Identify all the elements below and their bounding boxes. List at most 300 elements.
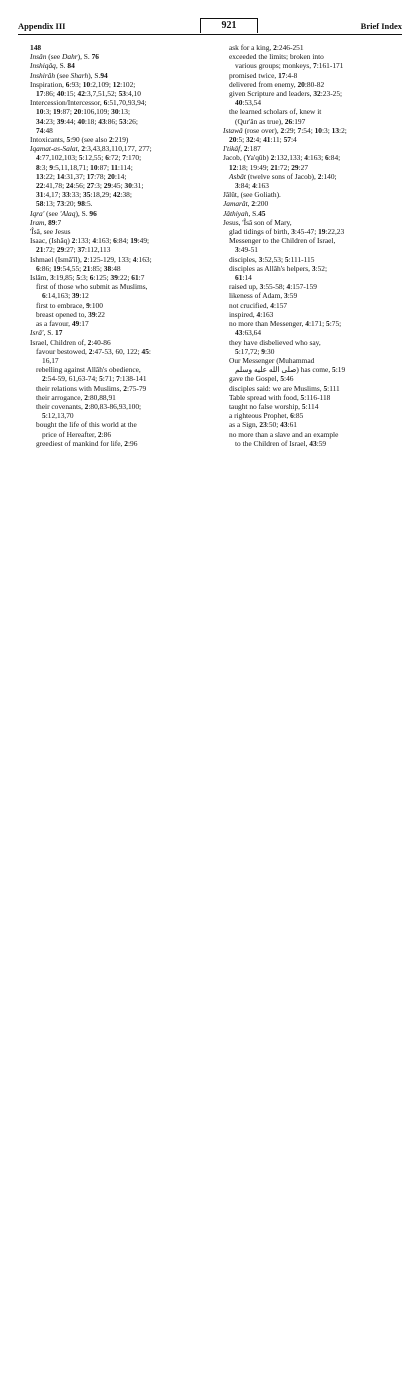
index-text: Asbât <box>229 171 246 181</box>
index-text: :19,85; <box>53 273 77 283</box>
index-line <box>223 245 403 254</box>
index-text: :3,7,51,52; <box>84 89 119 99</box>
index-text: favour bestowed, <box>36 346 89 356</box>
index-text: :53,54 <box>242 98 262 108</box>
index-text: :3; <box>39 162 50 172</box>
chapter-ref: 5 <box>76 273 81 283</box>
index-text: :133; <box>75 236 93 246</box>
index-text: :44; <box>64 116 78 126</box>
chapter-ref: 13 <box>331 125 340 135</box>
chapter-ref: 33 <box>62 190 70 200</box>
chapter-ref: 6 <box>290 411 294 421</box>
index-text: :22 <box>95 309 105 319</box>
chapter-ref: 9 <box>261 346 265 356</box>
index-text: :51,70,93,94; <box>107 98 147 108</box>
chapter-ref: 3 <box>311 263 316 273</box>
index-text: :80,83-86,93,100; <box>88 401 142 411</box>
index-text: inspired, <box>229 309 257 319</box>
index-text: they have disbelieved who say, <box>229 337 321 347</box>
index-line <box>223 227 403 236</box>
index-text: :72; <box>43 245 57 255</box>
index-line <box>223 117 403 126</box>
chapter-ref: 5 <box>42 411 46 421</box>
header-right-title: Brief Index <box>360 21 402 31</box>
chapter-ref: 10 <box>314 125 322 135</box>
chapter-ref: 49 <box>71 319 80 329</box>
index-text: , <box>247 199 252 209</box>
index-text: :93; <box>69 79 83 89</box>
index-text: :111-115 <box>288 254 315 264</box>
index-text: no more than Messenger, <box>229 319 306 329</box>
index-text: :114; <box>117 162 133 172</box>
index-text: :22,23 <box>325 227 345 237</box>
chapter-ref: 45 <box>258 208 266 218</box>
index-line <box>30 356 210 365</box>
index-text: their covenants, <box>36 401 85 411</box>
index-line <box>223 209 403 218</box>
index-line <box>223 264 403 273</box>
index-line <box>30 301 210 310</box>
index-text: :219) <box>112 135 129 145</box>
chapter-ref: 6 <box>113 236 117 246</box>
chapter-ref: 9 <box>86 300 90 310</box>
chapter-ref: 21 <box>270 162 278 172</box>
index-text: Inspiration, <box>30 79 66 89</box>
chapter-ref: 42 <box>113 190 121 200</box>
index-text: :86; <box>39 263 54 273</box>
index-text: Isaac, (Ishâq) <box>30 236 72 246</box>
chapter-ref: 4 <box>92 236 97 246</box>
chapter-ref: 19 <box>53 263 61 273</box>
page-number-box <box>200 18 258 33</box>
index-text: :84; <box>116 236 131 246</box>
index-line <box>30 291 210 300</box>
index-column-left <box>30 43 210 448</box>
index-text: a righteous Prophet, <box>229 411 291 421</box>
index-line <box>30 430 210 439</box>
index-text: :15; <box>64 89 78 99</box>
index-text: :29; <box>284 125 298 135</box>
index-line <box>223 420 403 429</box>
chapter-ref: 53 <box>119 116 127 126</box>
index-line <box>223 135 403 144</box>
index-text: , S. <box>55 61 68 71</box>
index-text: :63,64 <box>242 328 262 338</box>
index-text: :54-59, 61,63-74; <box>45 374 100 384</box>
index-line <box>30 135 210 144</box>
index-text: :17,72; <box>238 346 262 356</box>
index-text: :3,43,83,110,177, 277; <box>85 144 152 154</box>
chapter-ref: 61 <box>131 273 139 283</box>
chapter-ref: 5 <box>326 319 330 329</box>
index-text: :61 <box>287 420 297 430</box>
index-line <box>223 430 403 439</box>
index-text: صلى الله عليه وسلم <box>235 365 297 375</box>
index-text: :4 <box>290 135 297 145</box>
index-line <box>223 181 403 190</box>
index-text: ) has come, <box>296 365 333 375</box>
chapter-ref: 2 <box>109 135 113 145</box>
index-text: :90 (see also <box>70 135 110 145</box>
chapter-ref: 9 <box>49 162 54 172</box>
index-line <box>30 264 210 273</box>
index-line <box>30 282 210 291</box>
index-text: Intercession/Intercessor, <box>30 98 104 108</box>
chapter-ref: 32 <box>313 89 321 99</box>
index-text: :45-47; <box>294 227 319 237</box>
index-line <box>30 153 210 162</box>
index-line <box>30 439 210 448</box>
index-text: (see <box>55 70 71 80</box>
index-line <box>30 190 210 199</box>
index-line <box>223 365 403 374</box>
chapter-ref: 73 <box>56 199 65 209</box>
index-text: :75; <box>329 319 342 329</box>
chapter-ref: 40 <box>235 98 243 108</box>
chapter-ref: 5 <box>235 346 239 356</box>
index-line <box>30 117 210 126</box>
index-text: :7 <box>138 273 145 283</box>
chapter-ref: 8 <box>36 162 40 172</box>
index-text: :86; <box>43 89 57 99</box>
chapter-ref: 53 <box>118 89 126 99</box>
index-text: no more than a slave and an example <box>229 429 339 439</box>
index-text: :163; <box>307 153 326 163</box>
index-line <box>223 310 403 319</box>
index-text: first to embrace, <box>36 300 87 310</box>
chapter-ref: 3 <box>235 245 239 255</box>
index-text: :2,109; <box>90 79 113 89</box>
index-text: :5; <box>236 135 247 145</box>
index-line <box>30 273 210 282</box>
index-text: :7 <box>55 217 62 227</box>
index-line <box>223 190 403 199</box>
index-line <box>30 172 210 181</box>
index-text: Iqamat-as-Salat <box>30 144 78 154</box>
chapter-ref: 3 <box>259 282 264 292</box>
index-line <box>223 439 403 448</box>
index-text: :4; <box>253 135 264 145</box>
index-text: first of those who submit as Muslims, <box>36 282 148 292</box>
chapter-ref: 2 <box>71 236 76 246</box>
index-line <box>223 393 403 402</box>
index-text: Intoxicants, <box>30 135 67 145</box>
index-line <box>223 236 403 245</box>
index-line <box>223 255 403 264</box>
chapter-ref: 57 <box>283 135 291 145</box>
index-text: :54; <box>301 125 315 135</box>
index-text: :80,88,91 <box>87 392 116 402</box>
index-text: their arrogance, <box>36 392 85 402</box>
chapter-ref: 2 <box>87 337 92 347</box>
index-text: :171; <box>308 319 327 329</box>
index-text: disciples as Allâh's helpers, <box>229 263 312 273</box>
chapter-ref: 98 <box>77 199 85 209</box>
index-text: disciples, <box>229 254 259 264</box>
chapter-ref: 40 <box>56 89 65 99</box>
index-text: :4,10 <box>125 89 141 99</box>
index-line <box>223 71 403 80</box>
index-text: Islâm, <box>30 273 51 283</box>
chapter-ref: 19 <box>130 236 138 246</box>
index-line <box>30 181 210 190</box>
index-text: :163 <box>260 309 274 319</box>
index-text: :187 <box>247 144 261 154</box>
index-line <box>30 374 210 383</box>
index-text: :18,29; <box>90 190 114 200</box>
index-text: :59 <box>287 291 298 301</box>
index-text: :33; <box>69 190 84 200</box>
index-text: Messenger to the Children of Israel, <box>229 236 336 246</box>
chapter-ref: 5 <box>301 401 306 411</box>
index-text: :3; <box>43 107 54 117</box>
index-text: :78; <box>94 171 108 181</box>
chapter-ref: 39 <box>110 273 118 283</box>
index-line <box>223 402 403 411</box>
index-text: :17 <box>79 319 89 329</box>
page-number: 921 <box>221 20 237 31</box>
index-text: :200 <box>255 199 269 209</box>
index-line <box>30 227 210 236</box>
index-text: :12,13,70 <box>45 411 74 421</box>
index-line <box>30 144 210 153</box>
index-line <box>223 374 403 383</box>
index-line <box>30 52 210 61</box>
index-text: :157 <box>273 300 288 310</box>
index-text: Jacob, (Ya'qûb) <box>223 153 271 163</box>
chapter-ref: 43 <box>98 116 106 126</box>
index-text: exceeded the limits; broken into <box>229 52 324 62</box>
chapter-ref: 5 <box>323 383 328 393</box>
index-text: :140; <box>321 171 337 181</box>
index-text: rebelling against Allâh's obedience, <box>36 365 141 375</box>
index-text: ask for a king, <box>229 43 274 52</box>
index-line <box>223 319 403 328</box>
index-text: bought the life of this world at the <box>36 420 137 430</box>
index-text: :71; <box>102 374 117 384</box>
index-text: :13; <box>43 199 57 209</box>
index-text: :80-82 <box>304 79 325 89</box>
index-text: :163; <box>96 236 114 246</box>
chapter-ref: 20 <box>73 107 82 117</box>
index-text: the learned scholars of, knew it <box>229 107 322 117</box>
header-left-title: Appendix III <box>18 21 66 31</box>
chapter-ref: 2 <box>42 374 46 384</box>
index-text: :14,163; <box>45 291 72 301</box>
index-text: :77,102,103; <box>39 153 79 163</box>
index-text: :19 <box>335 365 346 375</box>
chapter-ref: 6 <box>36 263 40 273</box>
index-line <box>223 126 403 135</box>
index-text: :138-141 <box>119 374 147 384</box>
index-text: , <box>77 144 82 154</box>
chapter-ref: 19 <box>318 227 326 237</box>
chapter-ref: 4 <box>252 181 256 191</box>
index-line <box>30 393 210 402</box>
index-line <box>30 107 210 116</box>
index-text: :22; <box>43 171 57 181</box>
chapter-ref: 2 <box>84 392 88 402</box>
index-text: :5,11,18,71; <box>53 162 91 172</box>
chapter-ref: 2 <box>97 429 102 439</box>
index-text: :5. <box>84 199 93 209</box>
index-text: :132,133; <box>274 153 305 163</box>
index-text: :84; <box>238 181 253 191</box>
index-column-right <box>223 43 403 448</box>
index-text: 'Alaq <box>59 208 76 218</box>
index-line <box>223 52 403 61</box>
index-text: :52,53; <box>262 254 285 264</box>
index-text: to the Children of Israel, <box>235 438 310 448</box>
index-text: Insân <box>30 52 47 62</box>
index-text: ), S. <box>88 70 101 80</box>
index-line <box>30 236 210 245</box>
chapter-ref: 2 <box>270 153 275 163</box>
index-line <box>30 319 210 328</box>
chapter-ref: 5 <box>284 254 289 264</box>
chapter-ref: 5 <box>332 365 336 375</box>
chapter-ref: 32 <box>246 135 254 145</box>
index-text: :3; <box>94 181 104 191</box>
index-text: :161-171 <box>316 61 344 71</box>
index-line <box>223 43 403 52</box>
index-text: :14 <box>242 273 252 283</box>
index-text: :163 <box>255 181 269 191</box>
index-line <box>30 411 210 420</box>
chapter-ref: 43 <box>309 438 317 448</box>
chapter-ref: 3 <box>50 273 54 283</box>
chapter-ref: 5 <box>66 135 71 145</box>
chapter-ref: 2 <box>124 438 128 448</box>
index-text: :85; <box>90 263 104 273</box>
chapter-ref: 41 <box>263 135 271 145</box>
chapter-ref: 2 <box>251 199 256 209</box>
chapter-ref: 29 <box>56 245 65 255</box>
index-text: :85 <box>293 411 304 421</box>
chapter-ref: 6 <box>105 153 109 163</box>
index-line <box>223 301 403 310</box>
index-line <box>223 411 403 420</box>
index-text: :48 <box>43 125 53 135</box>
index-text: ), S. <box>77 52 92 62</box>
chapter-ref: 4 <box>270 300 274 310</box>
chapter-ref: 2 <box>88 346 93 356</box>
index-line <box>30 209 210 218</box>
index-text: :41,78; <box>43 181 66 191</box>
index-line <box>30 402 210 411</box>
chapter-ref: 12 <box>229 162 237 172</box>
index-text: , <box>44 217 49 227</box>
index-text: promised twice, <box>229 70 279 80</box>
chapter-ref: 35 <box>83 190 91 200</box>
page-header <box>18 18 402 34</box>
chapter-ref: 148 <box>30 43 42 52</box>
chapter-ref: 30 <box>124 181 132 191</box>
index-text: :170; <box>125 153 142 163</box>
index-line <box>30 245 210 254</box>
chapter-ref: 20 <box>229 135 237 145</box>
chapter-ref: 14 <box>56 171 65 181</box>
index-text: Istawâ <box>223 125 243 135</box>
index-text: Our Messenger (Muhammad <box>229 355 315 365</box>
chapter-ref: 45 <box>141 346 149 356</box>
index-text: :112,113 <box>84 245 111 255</box>
index-line <box>30 61 210 70</box>
chapter-ref: 89 <box>48 217 56 227</box>
chapter-ref: 58 <box>36 199 44 209</box>
header-rule <box>18 34 402 35</box>
chapter-ref: 43 <box>235 328 243 338</box>
index-line <box>30 163 210 172</box>
index-text: :100 <box>89 300 103 310</box>
index-line <box>223 218 403 227</box>
index-text: :72; <box>108 153 123 163</box>
index-text: :86 <box>101 429 112 439</box>
index-text: , S. <box>43 328 56 338</box>
chapter-ref: 2 <box>280 125 285 135</box>
index-line <box>223 328 403 337</box>
index-text: :114 <box>305 401 319 411</box>
index-line <box>30 384 210 393</box>
index-line <box>30 255 210 264</box>
chapter-ref: 5 <box>78 153 83 163</box>
index-text: price of Hereafter, <box>42 429 98 439</box>
index-text: 16,17 <box>42 355 59 365</box>
chapter-ref: 10 <box>90 162 98 172</box>
chapter-ref: 76 <box>91 52 99 62</box>
index-text: Jâlût, (see Goliath). <box>223 190 281 200</box>
chapter-ref: 3 <box>284 291 288 301</box>
index-text: :23-25; <box>320 89 343 99</box>
chapter-ref: 29 <box>291 162 299 172</box>
index-text: :23; <box>43 116 57 126</box>
index-line <box>223 291 403 300</box>
chapter-ref: 42 <box>77 89 85 99</box>
index-text: :86; <box>105 116 119 126</box>
chapter-ref: 19 <box>53 107 61 117</box>
index-text: Israel, Children of, <box>30 337 88 347</box>
chapter-ref: 17 <box>55 328 63 338</box>
chapter-ref: 7 <box>297 125 302 135</box>
chapter-ref: 4 <box>36 153 40 163</box>
chapter-ref: 27 <box>86 181 95 191</box>
index-line <box>223 153 403 162</box>
chapter-ref: 38 <box>103 263 112 273</box>
index-line <box>223 107 403 116</box>
index-text: :3; <box>322 125 332 135</box>
chapter-ref: 2 <box>243 144 248 154</box>
index-text: :27; <box>64 245 78 255</box>
index-text: :50; <box>266 420 281 430</box>
chapter-ref: 34 <box>36 116 44 126</box>
index-line <box>223 347 403 356</box>
chapter-ref: 2 <box>273 43 277 52</box>
chapter-ref: 84 <box>67 61 75 71</box>
chapter-ref: 7 <box>313 61 317 71</box>
index-text: :46 <box>284 374 294 384</box>
index-text: :31; <box>131 181 144 191</box>
index-text: :52; <box>315 263 328 273</box>
index-line <box>223 144 403 153</box>
chapter-ref: 20 <box>297 79 305 89</box>
chapter-ref: 74 <box>36 125 44 135</box>
chapter-ref: 4 <box>286 282 291 292</box>
chapter-ref: 17 <box>36 89 44 99</box>
index-text: :197 <box>292 116 306 126</box>
chapter-ref: 5 <box>280 374 285 384</box>
chapter-ref: 6 <box>65 79 70 89</box>
index-text: Dahr <box>62 52 78 62</box>
